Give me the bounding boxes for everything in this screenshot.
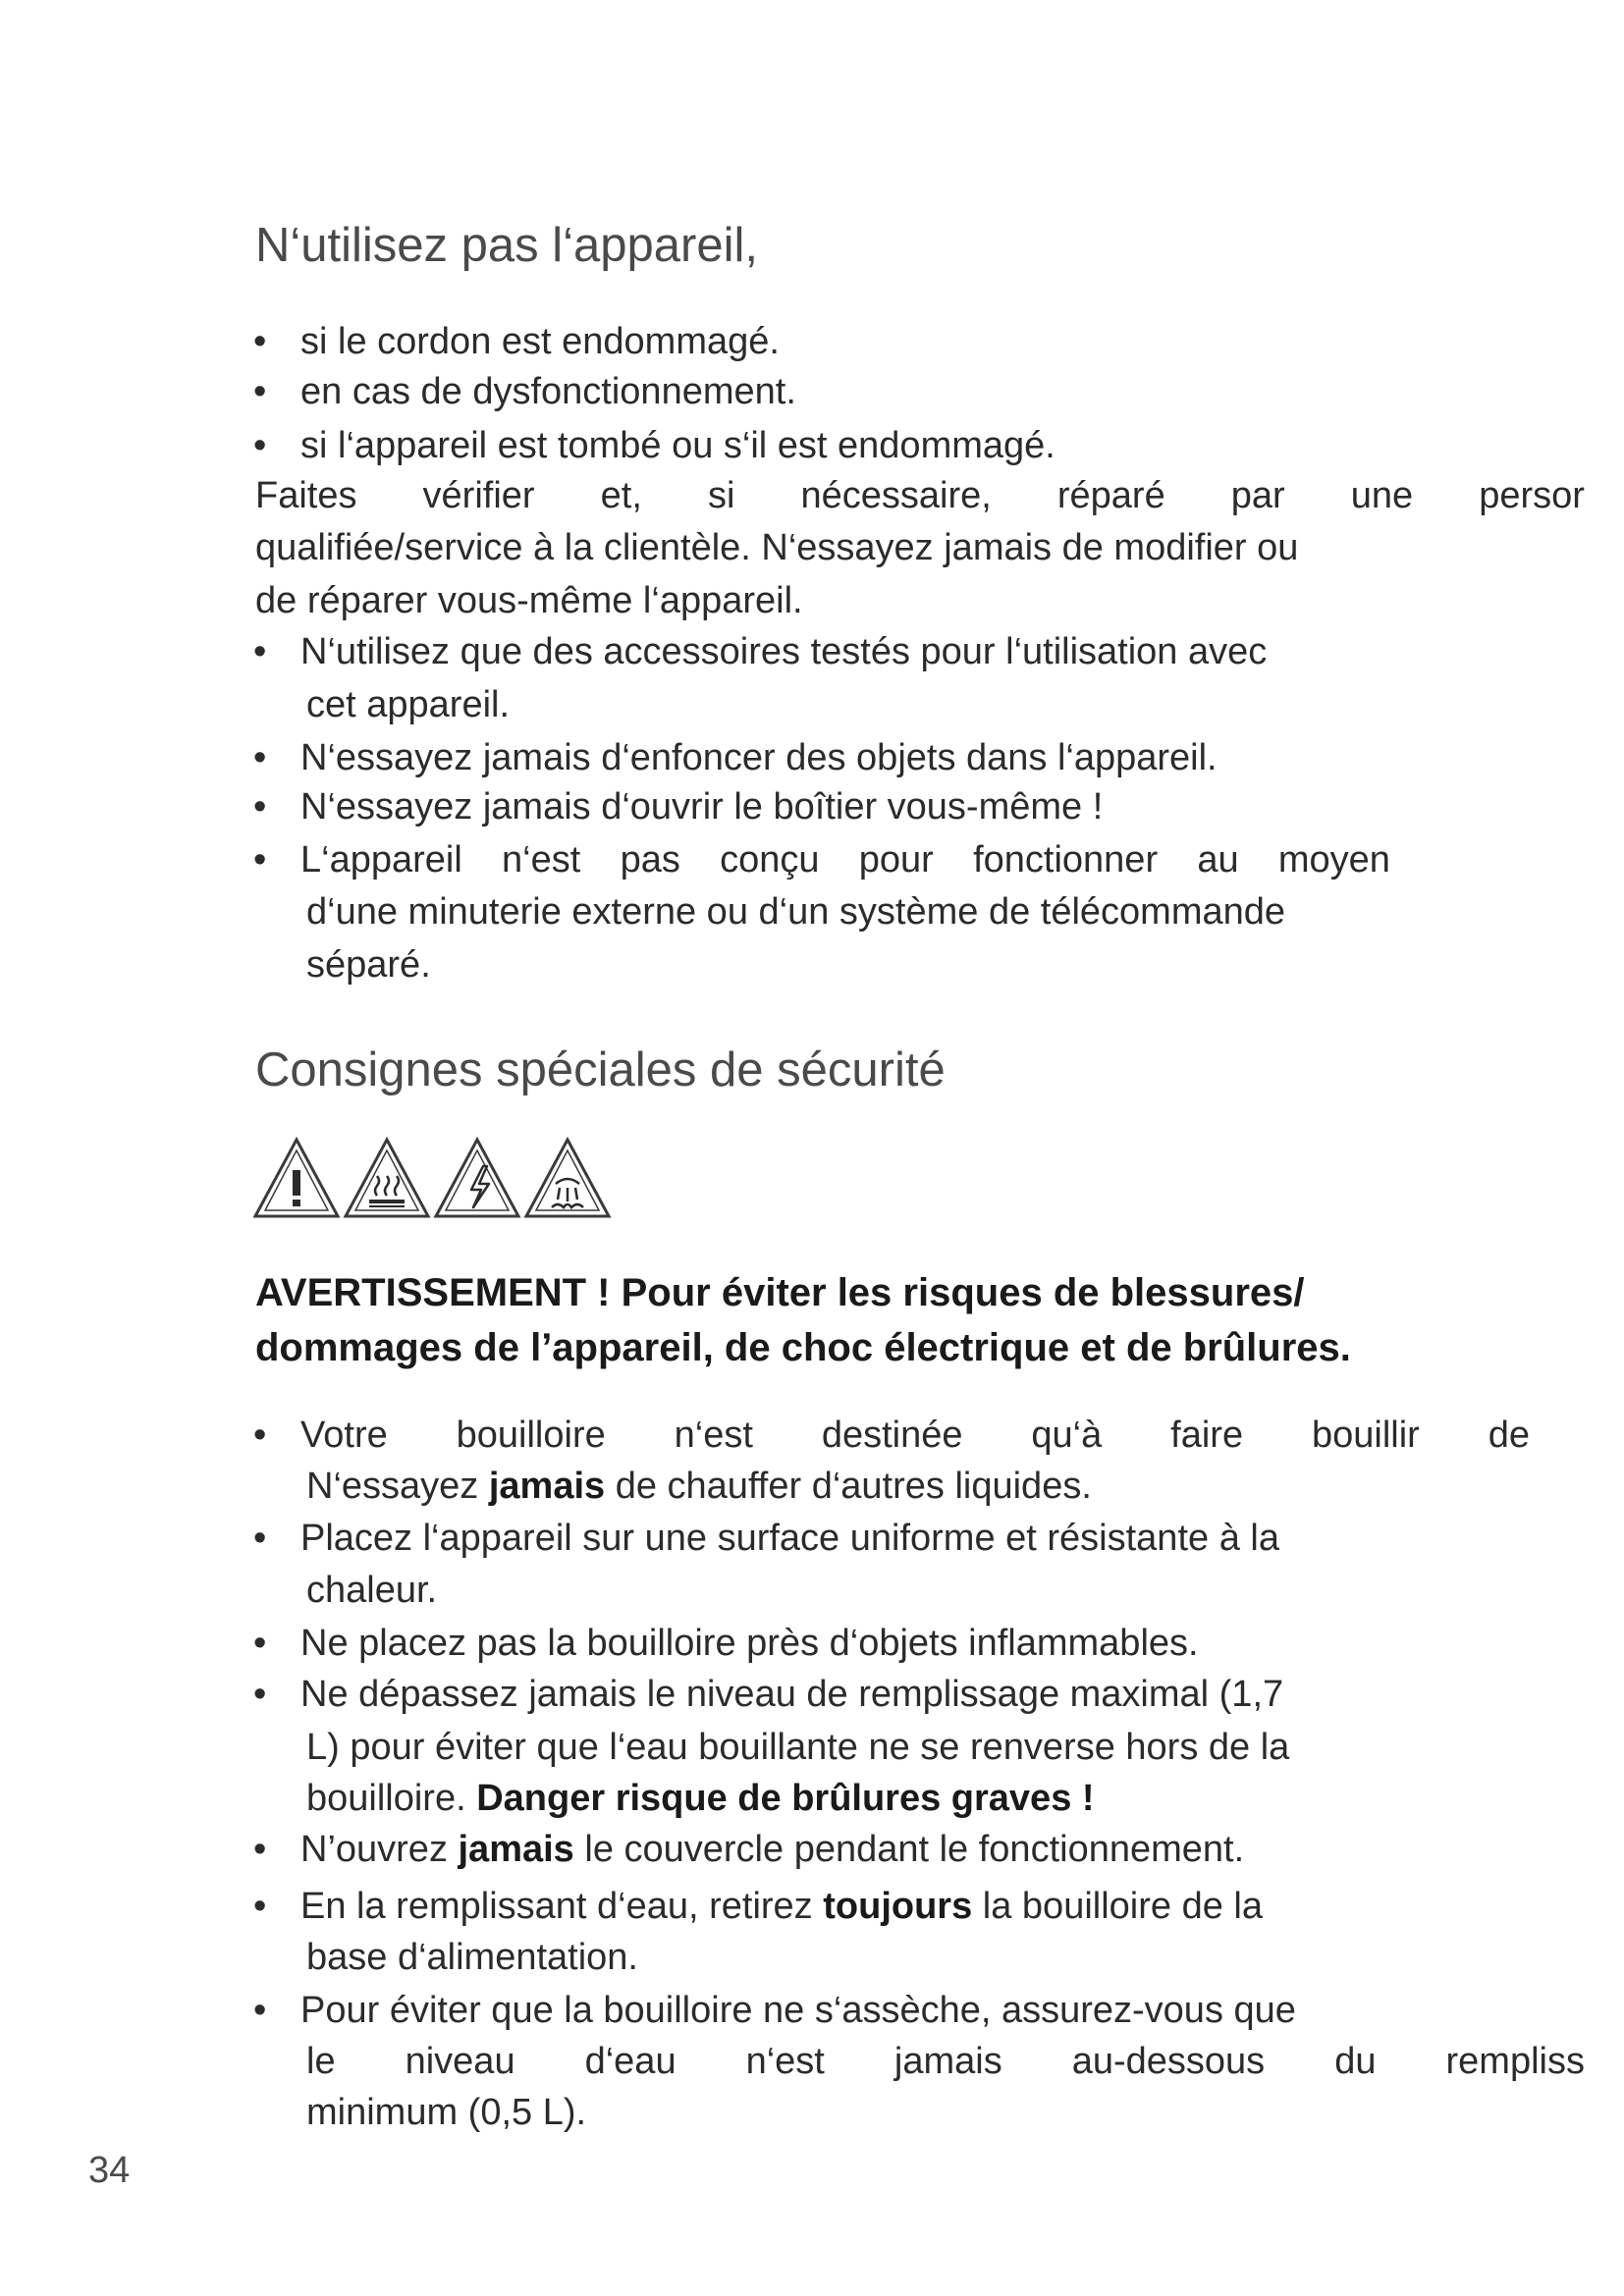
list-item-continuation: base d‘alimentation. [306,1937,638,1978]
text: de chauffer d‘autres liquides. [605,1466,1092,1507]
list-item: Ne dépassez jamais le niveau de remplissage maximal (1,7 [300,1674,1284,1715]
list-item-continuation: cet appareil. [306,684,511,725]
bullet-dot: • [253,1415,267,1456]
bullet-dot: • [253,425,267,466]
bullet-dot: • [253,839,267,881]
word: si [707,475,735,516]
list-item: Ne placez pas la bouilloire près d‘objets inflammables. [300,1623,1199,1664]
word: qu‘à [1031,1415,1103,1456]
word: destinée [821,1415,963,1456]
list-item-justified [300,1412,1530,1459]
emphasis: Danger risque de brûlures graves ! [476,1778,1095,1819]
emphasis: jamais [458,1829,574,1870]
word: persor [1479,475,1585,516]
word: n‘est [674,1415,753,1456]
word: pour [858,839,934,881]
word: par [1230,475,1285,516]
word: réparé [1056,475,1165,516]
list-item: si l‘appareil est tombé ou s‘il est endommagé. [300,425,1056,466]
word: n‘est [745,2041,825,2082]
list-item-continuation: séparé. [306,944,431,986]
word: L‘appareil [300,839,462,881]
list-item-continuation-justified [306,2038,1585,2085]
warning-line: dommages de l’appareil, de choc électrique et de brûlures. [255,1326,1351,1369]
word: conçu [720,839,820,881]
list-item-continuation [306,1775,1095,1822]
word: une [1350,475,1414,516]
word: rempliss [1445,2041,1585,2082]
word: Votre [300,1415,388,1456]
list-item-continuation: d‘une minuterie externe ou d‘un système de télécommande [306,891,1286,933]
list-item-continuation: chaleur. [306,1570,438,1611]
bullet-dot: • [253,786,267,828]
word: vérifier [422,475,535,516]
bullet-dot: • [253,321,267,362]
list-item-continuation [306,1463,1092,1510]
paragraph-line: qualifiée/service à la clientèle. N‘essayez jamais de modifier ou [255,527,1299,568]
list-item [300,1883,1263,1930]
word: moyen [1277,839,1390,881]
word: fonctionner [973,839,1159,881]
word: n‘est [502,839,581,881]
bullet-dot: • [253,1990,267,2031]
list-item-continuation: L) pour éviter que l‘eau bouillante ne se renverse hors de la [306,1727,1290,1768]
list-item: en cas de dysfonctionnement. [300,371,796,412]
word: de [1488,1415,1530,1456]
list-item: Placez l‘appareil sur une surface uniforme et résistante à la [300,1518,1279,1559]
word: jamais [893,2041,1002,2082]
list-item: si le cordon est endommagé. [300,321,780,362]
word: du [1334,2041,1377,2082]
word: faire [1170,1415,1244,1456]
list-item [300,1826,1244,1873]
bullet-dot: • [253,1829,267,1870]
word: pas [620,839,680,881]
warning-line: AVERTISSEMENT ! Pour éviter les risques de blessures/ [255,1271,1305,1314]
word: au [1197,839,1239,881]
list-item: N‘utilisez que des accessoires testés pour l‘utilisation avec [300,631,1268,672]
list-item: N‘essayez jamais d‘enfoncer des objets dans l‘appareil. [300,737,1218,778]
list-item: Pour éviter que la bouilloire ne s‘assèche, assurez-vous que [300,1990,1296,2031]
list-item-continuation: minimum (0,5 L). [306,2092,587,2133]
page-number: 34 [88,2150,131,2191]
bullet-dot: • [253,1886,267,1927]
bullet-dot: • [253,737,267,778]
text: N‘essayez [306,1466,489,1507]
emphasis: toujours [823,1886,973,1927]
word: au-dessous [1071,2041,1266,2082]
word: Faites [255,475,357,516]
word: bouilloire [456,1415,606,1456]
electric-shock-icon [436,1140,518,1216]
bullet-dot: • [253,631,267,672]
hot-surface-icon [346,1140,428,1216]
text: la bouilloire de la [972,1886,1263,1927]
word: nécessaire, [800,475,992,516]
word: et, [600,475,642,516]
steam-hazard-icon [526,1140,609,1216]
text: le couvercle pendant le fonctionnement. [573,1829,1245,1870]
general-warning-icon [255,1140,338,1216]
text: En la remplissant d‘eau, retirez [300,1886,824,1927]
bullet-dot: • [253,1518,267,1559]
text: bouilloire. [306,1778,477,1819]
paragraph-line-justified [255,472,1585,519]
list-item: N‘essayez jamais d‘ouvrir le boîtier vous-même ! [300,786,1104,828]
word: le [306,2041,336,2082]
section-heading-do-not-use: N‘utilisez pas l‘appareil, [255,219,759,272]
hazard-icons [253,1137,613,1219]
list-item-justified [300,836,1390,883]
emphasis: jamais [488,1466,606,1507]
section-heading-safety: Consignes spéciales de sécurité [255,1043,946,1096]
word: bouillir [1311,1415,1420,1456]
text: N’ouvrez [300,1829,459,1870]
paragraph-line: de réparer vous-même l‘appareil. [255,580,803,621]
word: niveau [405,2041,515,2082]
word: d‘eau [584,2041,677,2082]
bullet-dot: • [253,1623,267,1664]
bullet-dot: • [253,371,267,412]
bullet-dot: • [253,1674,267,1715]
